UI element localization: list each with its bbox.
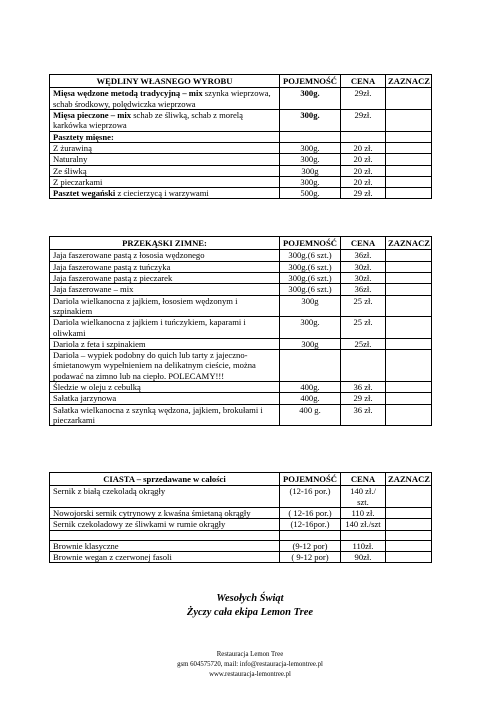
item-name: Jaja faszerowane pastą z pieczarek xyxy=(50,272,280,283)
mark-cell[interactable] xyxy=(386,382,432,393)
mark-header: ZAZNACZ xyxy=(386,75,432,88)
item-capacity: 300g xyxy=(280,338,341,349)
item-name: Nowojorski sernik cytrynowy z kwaśna śmietaną okrągły xyxy=(50,507,280,518)
table-row xyxy=(50,261,432,272)
mark-cell[interactable] xyxy=(386,272,432,283)
mark-cell[interactable] xyxy=(386,393,432,404)
item-name: Z żurawiną xyxy=(50,142,280,153)
footer xyxy=(0,650,500,681)
mark-cell[interactable] xyxy=(386,317,432,339)
mark-cell[interactable] xyxy=(386,176,432,187)
item-price: 36 zł. xyxy=(341,404,386,426)
item-price: 90zł. xyxy=(341,551,386,562)
table-row xyxy=(50,317,432,339)
item-capacity: (12-16por.) xyxy=(280,519,341,530)
item-name: Jaja faszerowane pastą z tuńczyka xyxy=(50,261,280,272)
item-name: Sałatka wielkanocna z szynką wędzona, jajkiem, brokułami i pieczarkami xyxy=(50,404,280,426)
item-price xyxy=(341,131,386,142)
contact-info: gsm 604575720, mail: info@restauracja-lemontree.pl xyxy=(177,661,323,669)
item-name: Pasztet wegański z ciecierzycą i warzywami xyxy=(50,188,280,199)
mark-cell[interactable] xyxy=(386,486,432,508)
table-row xyxy=(50,154,432,165)
item-name: Mięsa pieczone – mix schab ze śliwką, schab z morelą karkówka wieprzowa xyxy=(50,109,280,131)
greeting-line-2: Życzy cała ekipa Lemon Tree xyxy=(186,607,314,619)
mark-cell[interactable] xyxy=(386,350,432,382)
item-capacity xyxy=(280,350,341,382)
item-price: 36zł. xyxy=(341,250,386,261)
mark-cell[interactable] xyxy=(386,188,432,199)
table-row xyxy=(50,131,432,142)
item-name: Jaja faszerowane pastą z łososia wędzonego xyxy=(50,250,280,261)
table-row xyxy=(50,486,432,508)
item-capacity: 400g. xyxy=(280,393,341,404)
table-row xyxy=(50,284,432,295)
item-capacity: 300g. xyxy=(280,88,341,110)
item-capacity: 300g.(6 szt.) xyxy=(280,284,341,295)
item-price: 25 zł. xyxy=(341,295,386,317)
table-row xyxy=(50,519,432,530)
item-capacity: 400g. xyxy=(280,382,341,393)
section-title: WĘDLINY WŁASNEGO WYROBU xyxy=(50,75,280,88)
item-name xyxy=(50,530,280,540)
mark-cell[interactable] xyxy=(386,165,432,176)
item-name: Dariola z feta i szpinakiem xyxy=(50,338,280,349)
greeting xyxy=(0,592,500,620)
mark-cell[interactable] xyxy=(386,551,432,562)
item-name: Naturalny xyxy=(50,154,280,165)
item-price: 20 zł. xyxy=(341,154,386,165)
table-row xyxy=(50,176,432,187)
mark-header: ZAZNACZ xyxy=(386,237,432,250)
mark-cell[interactable] xyxy=(386,530,432,540)
section-title: PRZEKĄSKI ZIMNE: xyxy=(50,237,280,250)
ciasta-table xyxy=(49,472,432,563)
section-title: CIASTA – sprzedawane w całości xyxy=(50,473,280,486)
table-header-row xyxy=(50,473,432,486)
table-row xyxy=(50,250,432,261)
table-row xyxy=(50,142,432,153)
table-header-row xyxy=(50,75,432,88)
mark-cell[interactable] xyxy=(386,88,432,110)
item-name: Mięsa wędzone metodą tradycyjną – mix szynka wieprzowa, schab środkowy, polędwiczka wieprzowa xyxy=(50,88,280,110)
table-row xyxy=(50,382,432,393)
mark-cell[interactable] xyxy=(386,540,432,551)
item-capacity xyxy=(280,131,341,142)
item-capacity: 300g xyxy=(280,295,341,317)
item-price xyxy=(341,530,386,540)
table-row xyxy=(50,88,432,110)
table-header-row xyxy=(50,237,432,250)
mark-cell[interactable] xyxy=(386,295,432,317)
mark-cell[interactable] xyxy=(386,142,432,153)
mark-cell[interactable] xyxy=(386,261,432,272)
item-price: 29zł. xyxy=(341,88,386,110)
mark-cell[interactable] xyxy=(386,507,432,518)
item-price: 25zł. xyxy=(341,338,386,349)
item-price xyxy=(341,350,386,382)
item-name: Dariola – wypiek podobny do quich lub tarty z jajeczno-śmietanowym wypełnieniem na delikatnym cieście, można podawać na zimno lub na ciepło. POLECAMY!!! xyxy=(50,350,280,382)
wedliny-table xyxy=(49,74,432,199)
greeting-line-1: Wesołych Świąt xyxy=(216,593,284,604)
item-price: 20 zł. xyxy=(341,176,386,187)
table-row xyxy=(50,404,432,426)
mark-cell[interactable] xyxy=(386,404,432,426)
table-row xyxy=(50,393,432,404)
item-name: Jaja faszerowane – mix xyxy=(50,284,280,295)
mark-cell[interactable] xyxy=(386,284,432,295)
item-name: Brownie klasyczne xyxy=(50,540,280,551)
item-price: 110zł. xyxy=(341,540,386,551)
mark-cell[interactable] xyxy=(386,154,432,165)
item-price: 20 zł. xyxy=(341,165,386,176)
item-capacity: (12-16 por.) xyxy=(280,486,341,508)
item-capacity: 300g.(6 szt.) xyxy=(280,261,341,272)
przekaski-table xyxy=(49,236,432,426)
item-name: Dariola wielkanocna z jajkiem, łososiem wędzonym i szpinakiem xyxy=(50,295,280,317)
table-row xyxy=(50,507,432,518)
mark-header: ZAZNACZ xyxy=(386,473,432,486)
table-row-empty xyxy=(50,530,432,540)
item-name: Śledzie w oleju z cebulką xyxy=(50,382,280,393)
item-capacity: 300g. xyxy=(280,176,341,187)
item-capacity: 500g. xyxy=(280,188,341,199)
website: www.restauracja-lemontree.pl xyxy=(209,671,291,679)
restaurant-name: Restauracja Lemon Tree xyxy=(216,651,284,658)
table-row xyxy=(50,272,432,283)
item-capacity: 300g. xyxy=(280,142,341,153)
mark-cell[interactable] xyxy=(386,519,432,530)
item-capacity: 300g. xyxy=(280,317,341,339)
item-price: 29 zł. xyxy=(341,188,386,199)
table-row xyxy=(50,165,432,176)
item-capacity: (9-12 por) xyxy=(280,540,341,551)
item-capacity: 300g.(6 szt.) xyxy=(280,272,341,283)
item-price: 30zł. xyxy=(341,272,386,283)
item-price: 140 zł./szt xyxy=(341,519,386,530)
table-row xyxy=(50,188,432,199)
item-price: 25 zł. xyxy=(341,317,386,339)
mark-cell[interactable] xyxy=(386,250,432,261)
item-name: Brownie wegan z czerwonej fasoli xyxy=(50,551,280,562)
item-price: 140 zł./ szt. xyxy=(341,486,386,508)
item-name: Sernik czekoladowy ze śliwkami w rumie okrągły xyxy=(50,519,280,530)
item-price: 30zł. xyxy=(341,261,386,272)
item-price: 20 zł. xyxy=(341,142,386,153)
item-price: 29 zł. xyxy=(341,393,386,404)
item-name: Ze śliwką xyxy=(50,165,280,176)
capacity-header: POJEMNOŚĆ xyxy=(280,473,341,486)
item-capacity: 400 g. xyxy=(280,404,341,426)
mark-cell[interactable] xyxy=(386,109,432,131)
mark-cell[interactable] xyxy=(386,131,432,142)
item-price: 29zł. xyxy=(341,109,386,131)
item-capacity xyxy=(280,530,341,540)
table-row xyxy=(50,338,432,349)
item-name: Sernik z białą czekoladą okrągły xyxy=(50,486,280,508)
capacity-header: POJEMNOŚĆ xyxy=(280,75,341,88)
table-row xyxy=(50,109,432,131)
mark-cell[interactable] xyxy=(386,338,432,349)
item-name: Z pieczarkami xyxy=(50,176,280,187)
item-price: 36 zł. xyxy=(341,382,386,393)
item-capacity: 300g xyxy=(280,165,341,176)
table-row xyxy=(50,551,432,562)
item-price: 36zł. xyxy=(341,284,386,295)
price-header: CENA xyxy=(341,75,386,88)
item-capacity: ( 9-12 por) xyxy=(280,551,341,562)
item-capacity: 300g.(6 szt.) xyxy=(280,250,341,261)
table-row xyxy=(50,350,432,382)
table-row xyxy=(50,295,432,317)
item-name: Dariola wielkanocna z jajkiem i tuńczykiem, kaparami i oliwkami xyxy=(50,317,280,339)
item-capacity: ( 12-16 por.) xyxy=(280,507,341,518)
table-row xyxy=(50,540,432,551)
item-name: Pasztety mięsne: xyxy=(50,131,280,142)
price-header: CENA xyxy=(341,473,386,486)
item-capacity: 300g. xyxy=(280,109,341,131)
item-capacity: 300g. xyxy=(280,154,341,165)
capacity-header: POJEMNOŚĆ xyxy=(280,237,341,250)
item-name: Sałatka jarzynowa xyxy=(50,393,280,404)
price-header: CENA xyxy=(341,237,386,250)
item-price: 110 zł. xyxy=(341,507,386,518)
